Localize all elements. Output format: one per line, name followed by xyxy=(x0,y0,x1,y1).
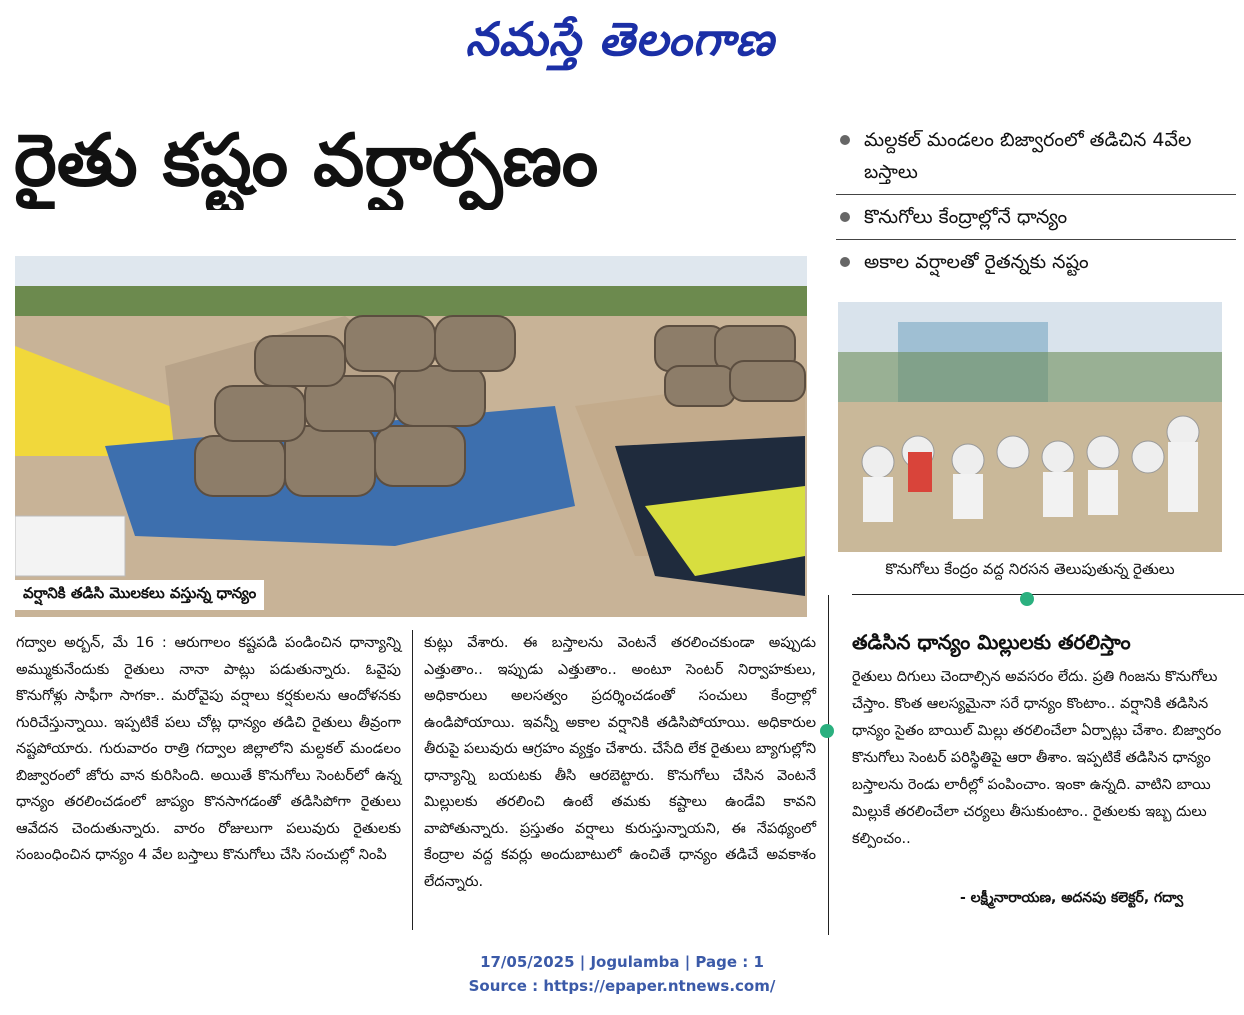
headline: రైతు కష్టం వర్షార్పణం xyxy=(14,118,599,202)
article-column-1: గద్వాల అర్బన్, మే 16 : ఆరుగాలం కష్టపడి పండించిన ధాన్యాన్ని అమ్ముకునేందుకు రైతులు నానా పాట్లు పడుతున్నారు. ఓవైపు కొనుగోళ్లు సాఫీగా సాగకా.. మరోవైపు వర్షాలు కర్షకులను ఆందోళనకు గురిచేస్తున్నాయి. ఇప్పటికే పలు చోట్ల ధాన్యం తడిచి రైతులు తీవ్రంగా నష్టపోయారు. గురువారం రాత్రి గద్వాల జిల్లాలోని మల్దకల్ మండలం బిజ్వారంలో జోరు వాన కురిసింది. అయితే కొనుగోలు సెంటర్‌లో ఉన్న ధాన్యం తరలించడంలో జాప్యం కొనసాగడంతో తడిసిపోగా రైతులు ఆవేదన చెందుతున్నారు. వారం రోజులుగా పలువురు రైతులకు సంబంధించిన ధాన్యం 4 వేల బస్తాలు కొనుగోలు చేసి సంచుల్లో నింపి xyxy=(16,635,401,863)
masthead-title: నమస్తే తెలంగాణ xyxy=(465,12,775,66)
quote-icon xyxy=(1020,592,1034,606)
column-divider xyxy=(412,630,413,930)
quote-body: రైతులు దిగులు చెందాల్సిన అవసరం లేదు. ప్రతి గింజను కొనుగోలు చేస్తాం. కొంత ఆలస్యమైనా సరే ధాన్యం కొంటాం.. వర్షానికి తడిసిన ధాన్యం సైతం బాయిల్ మిల్లు తరలించేలా ఏర్పాట్లు చేశాం. బిజ్వారం కొనుగోలు సెంటర్ పరిస్థితిపై ఆరా తీశాం. ఇప్పటికే తడిసిన ధాన్యం బస్తాలను రెండు లారీల్లో పంపించాం. ఇంకా ఉన్నది. వాటిని బాయి మిల్లుకే తరలించేలా చర్యలు తీసుకుంటాం.. రైతులకు ఇబ్బ దులు కల్పించం.. xyxy=(852,669,1222,847)
grain-bags-photo xyxy=(15,256,807,617)
quote-icon xyxy=(820,724,834,738)
highlight-text: అకాల వర్షాలతో రైతన్నకు నష్టం xyxy=(864,251,1089,273)
bullet-icon xyxy=(840,135,850,145)
farmers-protest-photo xyxy=(838,302,1222,552)
highlights-list xyxy=(836,118,1236,284)
page-footer xyxy=(0,950,1244,998)
photo-caption: వర్షానికి తడిసి మొలకలు వస్తున్న ధాన్యం xyxy=(15,580,264,610)
section-rule xyxy=(852,594,1244,595)
photo-caption: కొనుగోలు కేంద్రం వద్ద నిరసన తెలుపుతున్న రైతులు xyxy=(885,560,1175,578)
quote-signature: - లక్ష్మీనారాయణ, అదనపు కలెక్టర్, గద్వా xyxy=(960,890,1184,906)
footer-date-line: 17/05/2025 | Jogulamba | Page : 1 xyxy=(480,953,764,971)
footer-source-link[interactable]: Source : https://epaper.ntnews.com/ xyxy=(468,977,776,995)
bullet-icon xyxy=(840,257,850,267)
highlight-text: కొనుగోలు కేంద్రాల్లోనే ధాన్యం xyxy=(864,206,1068,228)
highlight-item xyxy=(836,195,1236,240)
quote-title: తడిసిన ధాన్యం మిల్లులకు తరలిస్తాం xyxy=(852,630,1131,654)
highlight-item xyxy=(836,118,1236,195)
bullet-icon xyxy=(840,212,850,222)
highlight-item xyxy=(836,240,1236,284)
highlight-text: మల్దకల్ మండలం బిజ్వారంలో తడిచిన 4వేల బస్తాలు xyxy=(864,129,1192,183)
article-column-2: కుట్లు వేశారు. ఈ బస్తాలను వెంటనే తరలించకుండా అప్పుడు ఎత్తుతాం.. ఇప్పుడు ఎత్తుతాం.. అంటూ సెంటర్ నిర్వాహకులు, అధికారులు అలసత్వం ప్రదర్శించడంతో సంచులు కేంద్రాల్లో ఉండిపోయాయి. ఇవన్నీ అకాల వర్షానికి తడిసిపోయాయి. అధికారుల తీరుపై పలువురు ఆగ్రహం వ్యక్తం చేశారు. చేసేది లేక రైతులు బ్యాగుల్లోని ధాన్యాన్ని బయటకు తీసి ఆరబెట్టారు. కొనుగోలు చేసిన వెంటనే మిల్లులకు తరలించి ఉంటే తమకు కష్టాలు ఉండేవి కావని వాపోతున్నారు. ప్రస్తుతం వర్షాలు కురుస్తున్నాయని, ఈ నేపథ్యంలో కేంద్రాల వద్ద కవర్లు అందుబాటులో ఉంచితే ధాన్యం తడిచే అవకాశం లేదన్నారు. xyxy=(424,635,816,890)
column-divider xyxy=(828,595,829,935)
